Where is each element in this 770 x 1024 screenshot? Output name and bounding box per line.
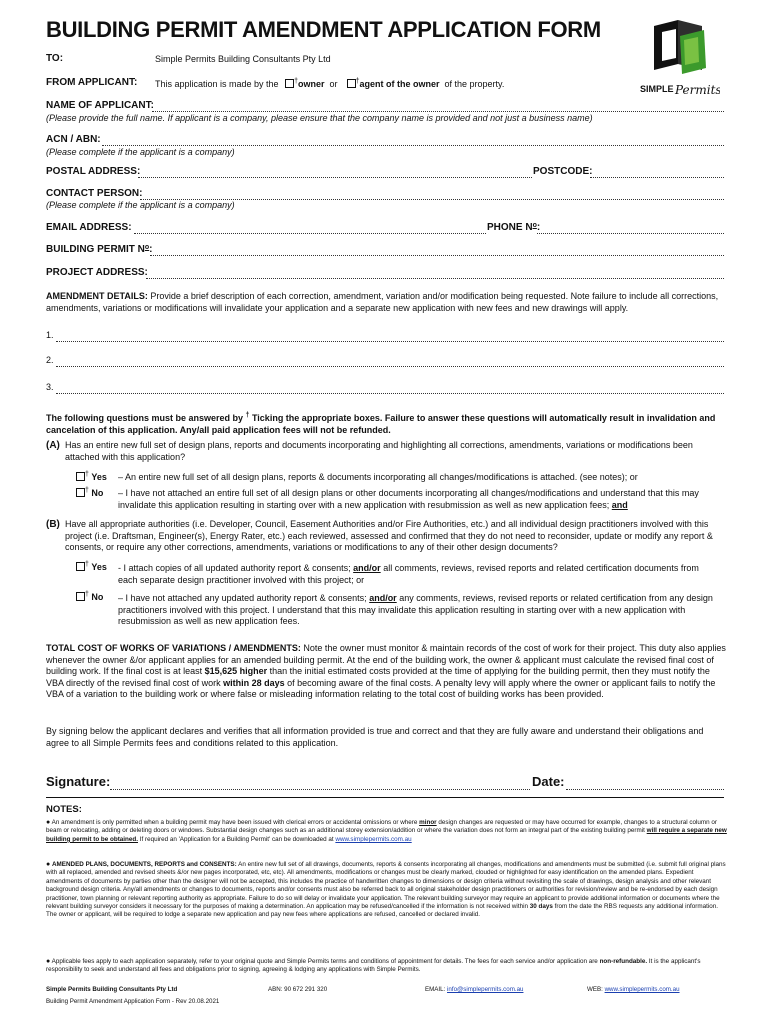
acn-field[interactable] <box>102 145 724 146</box>
footer-email: EMAIL: info@simplepermits.com.au <box>425 986 524 993</box>
question-a-label: (A) <box>46 440 60 451</box>
name-field[interactable] <box>152 111 724 112</box>
b-no-label: No <box>91 592 104 602</box>
footer-web-link[interactable]: www.simplepermits.com.au <box>604 986 680 993</box>
amendment-line-3[interactable] <box>56 393 724 394</box>
a-no-checkbox[interactable] <box>76 488 85 497</box>
b-no-checkbox[interactable] <box>76 592 85 601</box>
a-yes-text: – An entire new full set of all design plans, reports & documents incorporating all changes/modifications is attached. (see notes); or <box>118 472 638 482</box>
email-field[interactable] <box>134 233 486 234</box>
name-label: NAME OF APPLICANT: <box>46 100 154 111</box>
email-label: EMAIL ADDRESS: <box>46 222 132 233</box>
amendment-details <box>46 291 726 314</box>
questions-intro: The following questions must be answered by † Ticking the appropriate boxes. Failure to answer these questions will automatically result in invalidation and cancelation of this application. Any/all paid application fees will not be refunded. <box>46 412 716 435</box>
postal-label: POSTAL ADDRESS: <box>46 166 141 177</box>
from-text <box>155 78 504 89</box>
a-no-option: † No <box>76 487 103 498</box>
footer-abn: ABN: 90 672 291 320 <box>268 986 328 993</box>
agent-checkbox[interactable] <box>347 79 356 88</box>
question-b-label: (B) <box>46 519 60 530</box>
amendment-line-1[interactable] <box>56 341 724 342</box>
from-label: FROM APPLICANT: <box>46 77 138 88</box>
footer-email-link[interactable]: info@simplepermits.com.au <box>447 986 524 993</box>
form-title: BUILDING PERMIT AMENDMENT APPLICATION FORM <box>46 17 601 42</box>
phone-field[interactable] <box>537 233 724 234</box>
amendment-line-2-label: 2. <box>46 355 54 365</box>
b-yes-option: † Yes <box>76 561 107 572</box>
note-1-link[interactable]: www.simplepermits.com.au <box>335 835 412 843</box>
b-no-text: – I have not attached any updated authority report & consents; and/or any comments, reviews, revised reports or related certification from any design practitioners involved with this project. I understand that this may invalidate this application resulting in starting over with a new application with resubmission as well as new application fees. <box>118 593 713 626</box>
b-yes-checkbox[interactable] <box>76 562 85 571</box>
contact-hint: (Please complete if the applicant is a company) <box>46 200 235 210</box>
permit-label: BUILDING PERMIT $N^o$: <box>46 244 153 255</box>
footer-web: WEB: www.simplepermits.com.au <box>587 986 680 993</box>
b-yes-text: - I attach copies of all updated authority report & consents; and/or all comments, reviews, revised reports and related certification documents from each separate design practitioner involved with this project; or <box>118 563 699 585</box>
b-yes-label: Yes <box>91 562 107 572</box>
total-cost-section: TOTAL COST OF WORKS OF VARIATIONS / AMENDMENTS: Note the owner must monitor & maintain records of the cost of work for their project. This duty also applies whenever the owner &/or applicant applies for an amended building permit. At the end of the building work, the owner & applicant must calculate the revised final cost of building work. If the final cost is at least $15,625 higher than the initial estimated costs provided at the time of applying for the building permit, then they must notify the VBA directly of the revised final cost of work within 28 days of becoming aware of the final costs. A penalty levy will apply where the owner or applicant fails to notify the VBA of a variation to the building work or where false or misleading information relating to the total cost of building works has been provided. <box>46 643 726 699</box>
amendment-line-3-label: 3. <box>46 382 54 392</box>
postal-field[interactable] <box>138 177 532 178</box>
a-no-text: – I have not attached an entire full set of all design plans or other documents incorporating all changes/modifications and understand that this may invalidate this application resulting in starting over with a new application with resubmission as well as new application fees; and <box>118 488 699 510</box>
note-2: ● AMENDED PLANS, DOCUMENTS, REPORTS and CONSENTS: An entire new full set of all drawings, documents, reports & consents incorporating all changes, modifications and amendments must be submitted (i.e. submit full original plans with all replaced, amended and revised sheets &/or new pages incorporated, etc, etc). All amendments, modifications or changes must be clearly marked, clouded or highlighted for easy identification on the amended plans. Expedient amendments of documents by parties other than the designer will not be accepted, this includes the practice of handwritten changes to dimensions or design criteria without revisiting the scale of drawings, design analysis and other relevant background design criteria. Any/all amendments or changes to documents, reports and/or consents must also be referred back to all original stakeholder design practitioners or authorities for revision/review and be re-endorsed by each design practitioner, town planning or relevant reporting authority as appropriate. Failure to do so will delay or invalidate your application. The relevant building surveyor may require an applicant to provide additional information or documents where the relevant building surveyor considers it necessary for the purposes of making a determination. An application may be refused/cancelled if the information is not received within 30 days from the date the RBS requests any additional information. The owner or applicant, will be required to lodge a separate new application and pay new fees where applications are refused, cancelled or declared invalid. <box>46 861 726 919</box>
footer-company: Simple Permits Building Consultants Pty Ltd <box>46 986 178 993</box>
amendment-text: Provide a brief description of each correction, amendment, variation and/or modification being requested. Note failure to include all corrections, amendments, variations or modifications will invalidate your application and a separate new application with new fees and new drawings will apply. <box>46 291 719 313</box>
permit-field[interactable] <box>150 255 724 256</box>
notes-divider <box>46 797 724 798</box>
question-b-text: Have all appropriate authorities (i.e. Developer, Council, Easement Authorities and/or Fire Authorities, etc.) and all individual design practitioners involved with this project (i.e. Draftsman, Engineer(s), Energy Rater, etc.) each reviewed, assessed and confirmed that they do not need to reconsider, update or modify any report & consents, or require any other corrections, amendments, variations or modifications to any of their other design documents? <box>65 519 713 552</box>
question-a-text: Has an entire new full set of design plans, reports and documents incorporating and highlighting all corrections, amendments, variations or modifications been attached with this application? <box>65 440 693 462</box>
postcode-field[interactable] <box>590 177 724 178</box>
amendment-label: AMENDMENT DETAILS: <box>46 291 148 301</box>
from-text-1: This application is made by the <box>155 79 279 89</box>
name-hint: (Please provide the full name. If applicant is a company, please ensure that the company name is provided and not just a business name) <box>46 113 593 123</box>
a-yes-option: † Yes <box>76 471 107 482</box>
a-yes-label: Yes <box>91 472 107 482</box>
to-value: Simple Permits Building Consultants Pty Ltd <box>155 54 331 64</box>
acn-label: ACN / ABN: <box>46 134 101 145</box>
signature-field[interactable] <box>110 789 530 790</box>
notes-title: NOTES: <box>46 804 82 815</box>
agent-label: agent of the owner <box>359 79 440 89</box>
to-label: TO: <box>46 53 64 64</box>
b-no-option: † No <box>76 591 103 602</box>
owner-dagger: † <box>294 78 298 85</box>
note-1: ● An amendment is only permitted when a building permit may have been issued with clerical errors or accidental omissions or where minor design changes are requested or may have occurred for example, changes to a structural column or beam or relocating, adding or deleting doors or windows. Substantial design changes such as an additional storey extension/addition or where the variation does not form an integral part of the existing building permit will require a separate new building permit to be obtained. If required an 'Application for a Building Permit' can be downloaded at www.simplepermits.com.au <box>46 819 727 843</box>
postcode-label: POSTCODE: <box>533 166 593 177</box>
amendment-line-2[interactable] <box>56 366 724 367</box>
svg-text:Permits: Permits <box>675 83 720 97</box>
owner-checkbox[interactable] <box>285 79 294 88</box>
a-no-label: No <box>91 488 104 498</box>
note-3: ● Applicable fees apply to each application separately, refer to your original quote and Simple Permits terms and conditions of appointment for details. The fees for each service and/or application are non-refundable. It is the applicant's responsibility to seek and understand all fees and obligations prior to signing, agreeing & lodging any applications with Simple Permits. <box>46 958 701 974</box>
agent-dagger: † <box>355 78 360 85</box>
svg-text:SIMPLE: SIMPLE <box>640 84 674 94</box>
project-label: PROJECT ADDRESS: <box>46 267 148 278</box>
a-yes-checkbox[interactable] <box>76 472 85 481</box>
project-field[interactable] <box>146 278 724 279</box>
contact-label: CONTACT PERSON: <box>46 188 143 199</box>
simple-permits-logo <box>640 18 720 98</box>
signature-label: Signature: <box>46 774 111 789</box>
or-label: or <box>329 79 338 89</box>
phone-label: PHONE $N^o$: <box>487 222 541 233</box>
acn-hint: (Please complete if the applicant is a company) <box>46 147 235 157</box>
amendment-line-1-label: 1. <box>46 330 54 340</box>
footer-form-name: Building Permit Amendment Application Form - Rev 20.08.2021 <box>46 998 220 1005</box>
owner-label: owner <box>298 79 325 89</box>
date-field[interactable] <box>566 789 724 790</box>
from-text-2: of the property. <box>444 79 505 89</box>
date-label: Date: <box>532 774 565 789</box>
declaration-text: By signing below the applicant declares and verifies that all information provided is true and correct and that they are fully aware and understand their obligations and agree to all Simple Permits fees and conditions related to this application. <box>46 726 704 748</box>
